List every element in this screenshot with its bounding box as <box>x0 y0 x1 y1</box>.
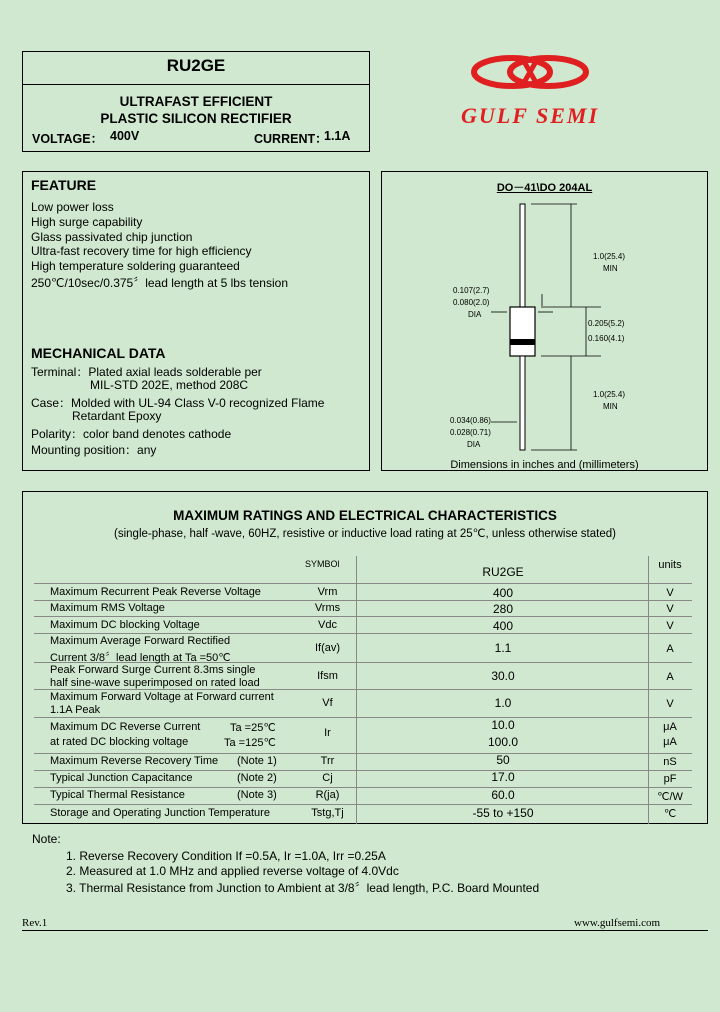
current-value: 1.1A <box>324 129 351 143</box>
logo-text: GULF SEMI <box>460 103 600 128</box>
param-value: -55 to +150 <box>472 806 534 820</box>
param-condition: (Note 1) <box>237 755 277 767</box>
feature-item: High surge capability <box>31 215 143 229</box>
website-link[interactable]: www.gulfsemi.com <box>574 917 661 929</box>
param-unit: ℃ <box>663 808 677 820</box>
param-symbol: Vdc <box>318 619 337 631</box>
lead-bot-dim-2: MIN <box>603 402 618 411</box>
lead-bot-dim-1: 1.0(25.4) <box>593 390 626 399</box>
ratings-title: MAXIMUM RATINGS AND ELECTRICAL CHARACTERISTICS <box>173 508 557 523</box>
param-symbol: Vrm <box>317 586 338 598</box>
param-name: Maximum Recurrent Peak Reverse Voltage <box>50 586 261 598</box>
param-name-line-2: Current 3/8〞lead length at Ta =50℃ <box>50 652 231 664</box>
param-symbol: Ifsm <box>317 670 338 682</box>
param-name-line-2: half sine-wave superimposed on rated load <box>50 677 260 689</box>
param-name: Typical Thermal Resistance <box>50 789 185 801</box>
mechanical-title: MECHANICAL DATA <box>31 345 166 361</box>
param-name: Maximum DC Reverse Current <box>50 721 201 733</box>
param-unit-2: μA <box>663 736 677 748</box>
param-symbol: R(ja) <box>315 789 340 801</box>
feature-item: Glass passivated chip junction <box>31 230 193 244</box>
param-name: Maximum DC blocking Voltage <box>50 619 200 631</box>
param-unit: A <box>666 671 674 683</box>
col-header-part: RU2GE <box>482 565 524 579</box>
param-name: Maximum Reverse Recovery Time <box>50 755 219 767</box>
param-value: 50 <box>496 753 510 767</box>
param-name-line-2: 1.1A Peak <box>50 704 101 716</box>
param-value: 1.1 <box>494 641 512 655</box>
param-unit: V <box>666 620 674 632</box>
feature-item: Low power loss <box>31 200 114 214</box>
feature-item: High temperature soldering guaranteed <box>31 259 240 273</box>
param-value: 60.0 <box>491 788 515 802</box>
body-len-dim-1: 0.205(5.2) <box>588 319 625 328</box>
top-lead <box>520 204 525 307</box>
feature-item: 250℃/10sec/0.375〞lead length at 5 lbs tension <box>31 276 288 290</box>
voltage-label: VOLTAGE： <box>32 132 104 146</box>
param-unit: V <box>666 587 674 599</box>
feature-item: Ultra-fast recovery time for high efficiency <box>31 244 252 258</box>
param-value: 400 <box>492 619 514 633</box>
param-name: Storage and Operating Junction Temperature <box>50 807 270 819</box>
param-condition: (Note 3) <box>237 789 277 801</box>
part-number: RU2GE <box>166 56 226 75</box>
param-name: Peak Forward Surge Current 8.3ms single <box>50 664 256 676</box>
param-unit: pF <box>663 773 677 785</box>
param-unit: nS <box>663 756 677 768</box>
param-symbol: Ir <box>324 727 331 739</box>
param-condition: Ta =25℃ <box>230 722 276 734</box>
mechanical-line: Polarity：color band denotes cathode <box>31 427 232 441</box>
param-name: Maximum Average Forward Rectified <box>50 635 231 647</box>
note-item: 3. Thermal Resistance from Junction to Ambient at 3/8〞lead length, P.C. Board Mounted <box>66 881 540 895</box>
company-logo <box>440 50 620 130</box>
lead-top-dim-2: MIN <box>603 264 618 273</box>
param-value: 30.0 <box>491 669 515 683</box>
param-condition-2: Ta =125℃ <box>224 737 276 749</box>
package-caption: Dimensions in inches and (millimeters) <box>450 459 639 471</box>
notes-title: Note: <box>32 832 61 846</box>
voltage-value: 400V <box>110 129 140 143</box>
col-header-units: units <box>658 559 682 571</box>
lead-top-dim-1: 1.0(25.4) <box>593 252 626 261</box>
param-name: Maximum RMS Voltage <box>50 602 165 614</box>
param-symbol: Trr <box>320 755 335 767</box>
mechanical-line: MIL-STD 202E, method 208C <box>90 378 249 392</box>
mechanical-line: Retardant Epoxy <box>72 409 162 423</box>
body-dia-dim-3: DIA <box>468 310 482 319</box>
revision: Rev.1 <box>22 917 48 929</box>
param-value: 280 <box>492 602 514 616</box>
mechanical-line: Mounting position：any <box>31 443 157 457</box>
footer-divider <box>22 930 708 931</box>
mechanical-line: Case：Molded with UL-94 Class V-0 recognized Flame <box>31 396 325 410</box>
param-unit: V <box>666 698 674 710</box>
description-line-2: PLASTIC SILICON RECTIFIER <box>100 111 292 126</box>
note-item: 1. Reverse Recovery Condition If =0.5A, Ir =1.0A, Irr =0.25A <box>66 849 386 863</box>
param-symbol: Vrms <box>314 602 341 614</box>
param-symbol: Tstg,Tj <box>311 807 344 819</box>
param-symbol: If(av) <box>314 642 341 654</box>
param-value: 400 <box>492 586 514 600</box>
param-value: 10.0 <box>491 718 515 732</box>
param-value: 17.0 <box>491 770 515 784</box>
body-len-dim-2: 0.160(4.1) <box>588 334 625 343</box>
lead-dia-dim-3: DIA <box>467 440 481 449</box>
bottom-lead <box>520 356 525 450</box>
col-header-symbol: SYMBOl <box>305 559 340 569</box>
param-symbol: Cj <box>322 772 333 784</box>
note-item: 2. Measured at 1.0 MHz and applied reverse voltage of 4.0Vdc <box>66 864 399 878</box>
package-title: DO－41\DO 204AL <box>496 182 593 194</box>
ratings-subtitle: (single-phase, half -wave, 60HZ, resistive or inductive load rating at 25℃, unless otherwise stated) <box>114 528 616 540</box>
param-name-line-2: at rated DC blocking voltage <box>50 736 189 748</box>
diode-body <box>510 307 535 356</box>
mechanical-line: Terminal：Plated axial leads solderable per <box>31 365 262 379</box>
param-unit: V <box>666 603 674 615</box>
param-unit: A <box>666 643 674 655</box>
param-symbol: Vf <box>322 697 333 709</box>
param-value-2: 100.0 <box>487 735 519 749</box>
lead-dia-dim-1: 0.034(0.86) <box>450 416 491 425</box>
param-name: Maximum Forward Voltage at Forward current <box>50 691 274 703</box>
cathode-band <box>510 339 535 345</box>
param-unit: μA <box>663 721 677 733</box>
feature-title: FEATURE <box>31 177 97 193</box>
body-dia-dim-2: 0.080(2.0) <box>453 298 490 307</box>
lead-dia-dim-2: 0.028(0.71) <box>450 428 491 437</box>
description-line-1: ULTRAFAST EFFICIENT <box>119 94 273 109</box>
package-drawing <box>381 190 708 460</box>
param-name: Typical Junction Capacitance <box>50 772 193 784</box>
param-value: 1.0 <box>494 696 512 710</box>
current-label: CURRENT： <box>254 132 328 146</box>
param-unit: ℃/W <box>657 791 683 803</box>
param-condition: (Note 2) <box>237 772 277 784</box>
body-dia-dim-1: 0.107(2.7) <box>453 286 490 295</box>
